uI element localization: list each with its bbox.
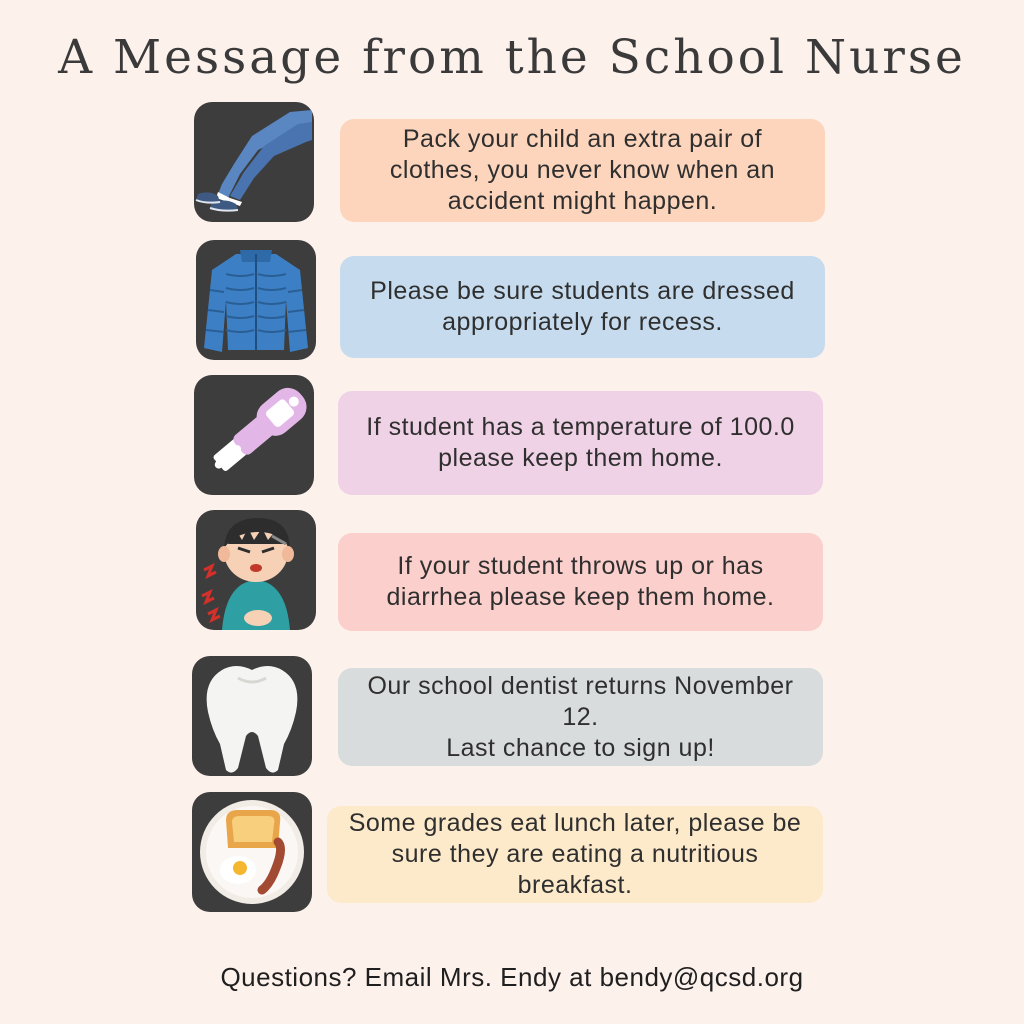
- message-extra-clothes: [340, 119, 825, 222]
- message-text: Some grades eat lunch later, please be sure they are eating a nutritious breakfast.: [348, 809, 802, 899]
- message-text: Please be sure students are dressed appropriately for recess.: [370, 277, 795, 336]
- jacket-icon: [196, 240, 316, 360]
- breakfast-plate-icon: [192, 792, 312, 912]
- message-text: Our school dentist returns November 12. Last chance to sign up!: [367, 671, 794, 762]
- message-temperature: [338, 391, 823, 495]
- message-sick-stay-home: [338, 533, 823, 631]
- message-dress-recess: [340, 256, 825, 358]
- message-text: Pack your child an extra pair of clothes, you never know when an accident might happen.: [389, 125, 776, 215]
- page-title: A Message from the School Nurse: [58, 30, 966, 85]
- message-dentist: [338, 668, 823, 766]
- message-breakfast: [327, 806, 823, 903]
- contact-footer: Questions? Email Mrs. Endy at bendy@qcsd.org: [220, 962, 804, 992]
- message-text: If your student throws up or has diarrhea please keep them home.: [386, 552, 775, 611]
- legs-icon: [194, 102, 314, 222]
- message-text: If student has a temperature of 100.0 please keep them home.: [366, 413, 795, 472]
- sick-child-icon: [196, 510, 316, 630]
- tooth-icon: [192, 656, 312, 776]
- thermometer-icon: [194, 375, 314, 495]
